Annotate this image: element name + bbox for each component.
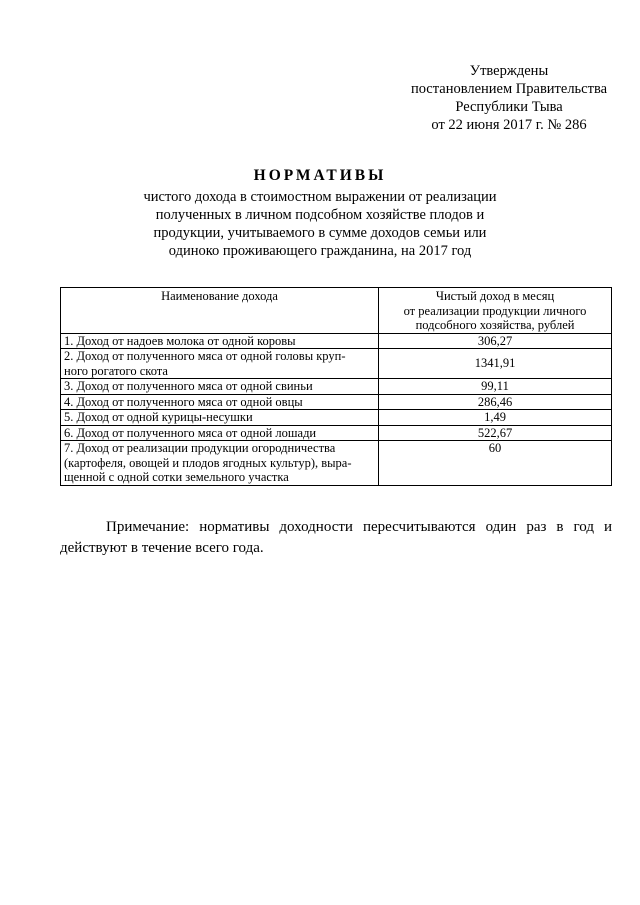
- income-name-cell: [61, 410, 379, 426]
- income-value-cell: 306,27: [379, 333, 612, 349]
- table-row: [61, 379, 612, 395]
- income-value-cell: 99,11: [379, 379, 612, 395]
- table-row: [61, 349, 612, 379]
- approval-date-line: от 22 июня 2017 г. № 286: [431, 117, 587, 133]
- table-header-row: [61, 288, 612, 334]
- table-row: [61, 333, 612, 349]
- income-norms-table: [60, 287, 612, 486]
- column-header-monthly-income: [379, 288, 612, 334]
- document-subtitle: [120, 188, 520, 260]
- table-row: [61, 394, 612, 410]
- column-header-line: от реализации продукции личного: [403, 303, 587, 318]
- income-value-cell: 286,46: [379, 394, 612, 410]
- subtitle-line: чистого дохода в стоимостном выражении от реализации: [143, 189, 497, 205]
- note-paragraph: Примечание: нормативы доходности пересчитываются один раз в год и действуют в течение всего года.: [60, 519, 612, 556]
- income-value-cell: 522,67: [379, 425, 612, 441]
- income-name-line: 7. Доход от реализации продукции огородничества: [64, 441, 336, 455]
- income-name-cell: [61, 333, 379, 349]
- income-name-line: 3. Доход от полученного мяса от одной свиньи: [64, 379, 313, 393]
- income-name-line: 2. Доход от полученного мяса от одной головы круп-: [64, 349, 346, 363]
- approval-line: Утверждены: [469, 63, 549, 79]
- income-value-cell: 1,49: [379, 410, 612, 426]
- document-heading: [120, 166, 520, 260]
- income-name-line: щенной с одной сотки земельного участка: [64, 470, 289, 484]
- income-name-cell: [61, 394, 379, 410]
- column-header-income-name: Наименование дохода: [61, 288, 379, 334]
- income-name-line: 1. Доход от надоев молока от одной коровы: [64, 333, 296, 348]
- column-header-line: подсобного хозяйства, рублей: [415, 318, 575, 332]
- approval-stamp: [394, 62, 624, 134]
- approval-line: Республики Тыва: [455, 99, 563, 115]
- income-name-line: ного рогатого скота: [64, 363, 168, 378]
- income-name-line: 5. Доход от одной курицы-несушки: [64, 410, 253, 424]
- income-name-line: (картофеля, овощей и плодов ягодных культур), выра-: [64, 455, 352, 470]
- table-row: [61, 410, 612, 426]
- table-row: [61, 441, 612, 486]
- column-header-line: Чистый доход в месяц: [435, 289, 555, 303]
- income-name-cell: [61, 425, 379, 441]
- income-name-line: 4. Доход от полученного мяса от одной овцы: [64, 394, 303, 409]
- income-name-cell: [61, 441, 379, 486]
- income-value-cell: 60: [379, 441, 612, 486]
- approval-line: постановлением Правительства: [410, 81, 608, 97]
- table-row: [61, 425, 612, 441]
- income-name-cell: [61, 349, 379, 379]
- income-name-line: 6. Доход от полученного мяса от одной лошади: [64, 425, 317, 440]
- subtitle-line: продукции, учитываемого в сумме доходов семьи или: [153, 225, 487, 241]
- subtitle-line: одиноко проживающего гражданина, на 2017 год: [168, 243, 472, 259]
- document-title: НОРМАТИВЫ: [253, 167, 387, 184]
- income-name-cell: [61, 379, 379, 395]
- subtitle-line: полученных в личном подсобном хозяйстве плодов и: [155, 207, 485, 223]
- table-body: [61, 333, 612, 485]
- income-value-cell: 1341,91: [379, 349, 612, 379]
